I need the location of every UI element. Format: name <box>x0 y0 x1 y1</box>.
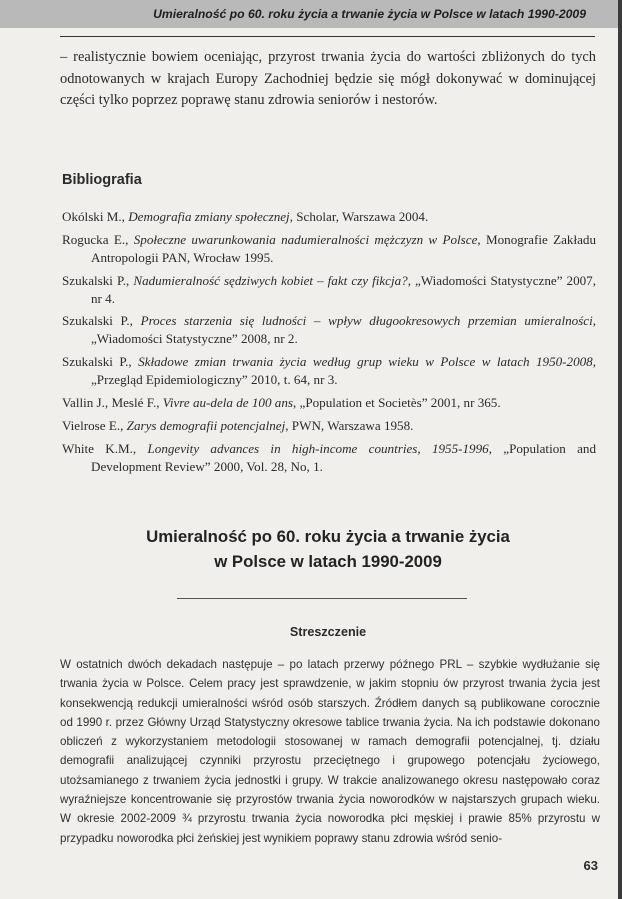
bibliography-list <box>62 208 596 480</box>
title-divider <box>177 598 467 599</box>
article-title-line2: w Polsce w latach 1990-2009 <box>214 552 442 571</box>
bibliography-entry: Szukalski P., Nadumieralność sędziwych kobiet – fakt czy fikcja?, „Wiadomości Statystyczne” 2007, nr 4. <box>62 272 596 306</box>
article-title-line1: Umieralność po 60. roku życia a trwanie życia <box>146 527 510 546</box>
running-header <box>0 0 622 28</box>
bibliography-entry: White K.M., Longevity advances in high-income countries, 1955-1996, „Population and Development Review” 2000, Vol. 28, No, 1. <box>62 440 597 474</box>
bibliography-entry: Szukalski P., Proces starzenia się ludności – wpływ długookresowych przemian umieralności, „Wiadomości Statystyczne” 2008, nr 2. <box>62 313 597 347</box>
bibliography-heading: Bibliografia <box>62 172 142 188</box>
article-title <box>60 524 596 574</box>
bibliography-entry: Szukalski P., Składowe zmian trwania życia według grup wieku w Polsce w latach 1950-2008, „Przegląd Epidemiologiczny” 2010, t. 64, nr 3. <box>62 354 596 388</box>
bibliography-entry: Rogucka E., Społeczne uwarunkowania nadumieralności mężczyzn w Polsce, Monografie Zakładu Antropologii PAN, Wrocław 1995. <box>62 231 596 265</box>
abstract-text: W ostatnich dwóch dekadach następuje – po latach przerwy późnego PRL – szybkie wydłużanie się trwania życia w Polsce. Celem pracy jest sprawdzenie, w jakim stopniu ów przyrost trwania życia jest konsekwencją redukcji umieralności wśród osób starszych. Źródłem danych są publikowane corocznie od 1990 r. przez Główny Urząd Statystyczny okresowe tablice trwania życia. Na ich podstawie dokonano obliczeń z wykorzystaniem metodologii stosowanej w ramach demografii potencjalnej, tj. działu demografii analizującej czynniki przyrostu przeciętnego i grupowego potencjału życiowego, utożsamianego z trwaniem życia jednostki i grupy. W trakcie analizowanego okresu następowało coraz wyraźniejsze koncentrowanie się przyrostów trwania życia noworodków w najstarszych grupach wieku. W okresie 2002-2009 ¾ przyrostu trwania życia noworodka płci męskiej i prawie 85% przyrostu w przypadku noworodka płci żeńskiej jest wynikiem poprawy stanu zdrowia wśród senio- <box>60 658 600 845</box>
intro-paragraph: – realistycznie bowiem oceniając, przyrost trwania życia do wartości zbliżonych do tych odnotowanych w krajach Europy Zachodniej będzie się mógł dokonywać w dominującej części tylko poprzez poprawę stanu zdrowia seniorów i nestorów. <box>60 49 596 109</box>
abstract-heading: Streszczenie <box>289 625 367 639</box>
page-edge <box>618 0 622 899</box>
bibliography-entry: Okólski M., Demografia zmiany społecznej, Scholar, Warszawa 2004. <box>62 209 429 224</box>
header-rule <box>60 36 595 37</box>
bibliography-entry: Vielrose E., Zarys demografii potencjalnej, PWN, Warszawa 1958. <box>62 417 414 433</box>
page-number: 63 <box>583 858 598 873</box>
running-header-title: Umieralność po 60. roku życia a trwanie życia w Polsce w latach 1990-2009 <box>153 7 586 21</box>
bibliography-entry: Vallin J., Meslé F., Vivre au-dela de 100 ans, „Population et Societès” 2001, nr 365. <box>62 394 501 410</box>
